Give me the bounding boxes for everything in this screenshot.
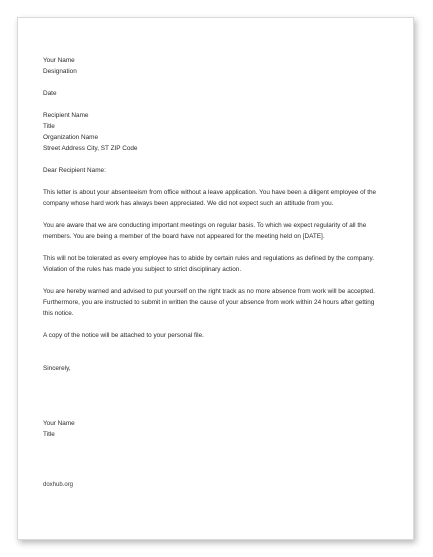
footer-source: doxhub.org [43,482,74,488]
sender-designation: Designation [43,68,77,75]
letter-body [43,55,378,440]
salutation: Dear Recipient Name: [43,167,106,174]
recipient-address: Street Address City, ST ZIP Code [43,145,138,152]
sender-name: Your Name [43,57,75,64]
recipient-name: Recipient Name [43,112,89,119]
signature-name: Your Name [43,420,75,427]
closing: Sincerely, [43,365,71,372]
paragraph-3: This will not be tolerated as every employee has to abide by certain rules and regulations as defined by the company. Violation of the rules has made you subject to strict disciplinary action. [43,255,374,273]
recipient-organization: Organization Name [43,134,99,141]
paragraph-4: You are hereby warned and advised to put yourself on the right track as no more absence from work will be accepted. Furthermore, you are instructed to submit in written the cause of your absence from work within 24 hours after getting this notice. [43,288,375,317]
paragraph-5: A copy of the notice will be attached to your personal file. [43,332,204,339]
signature-title: Title [43,431,55,438]
paragraph-1: This letter is about your absenteeism from office without a leave application. You have been a diligent employee of the company whose hard work has always been appreciated. We did not expect such an attitude from you. [43,189,377,207]
paragraph-2: You are aware that we are conducting important meetings on regular basis. To which we expect regularity of all the members. You are being a member of the board have not appeared for the meeting held on [DATE]. [43,222,367,240]
recipient-title: Title [43,123,55,130]
letter-date: Date [43,90,57,97]
